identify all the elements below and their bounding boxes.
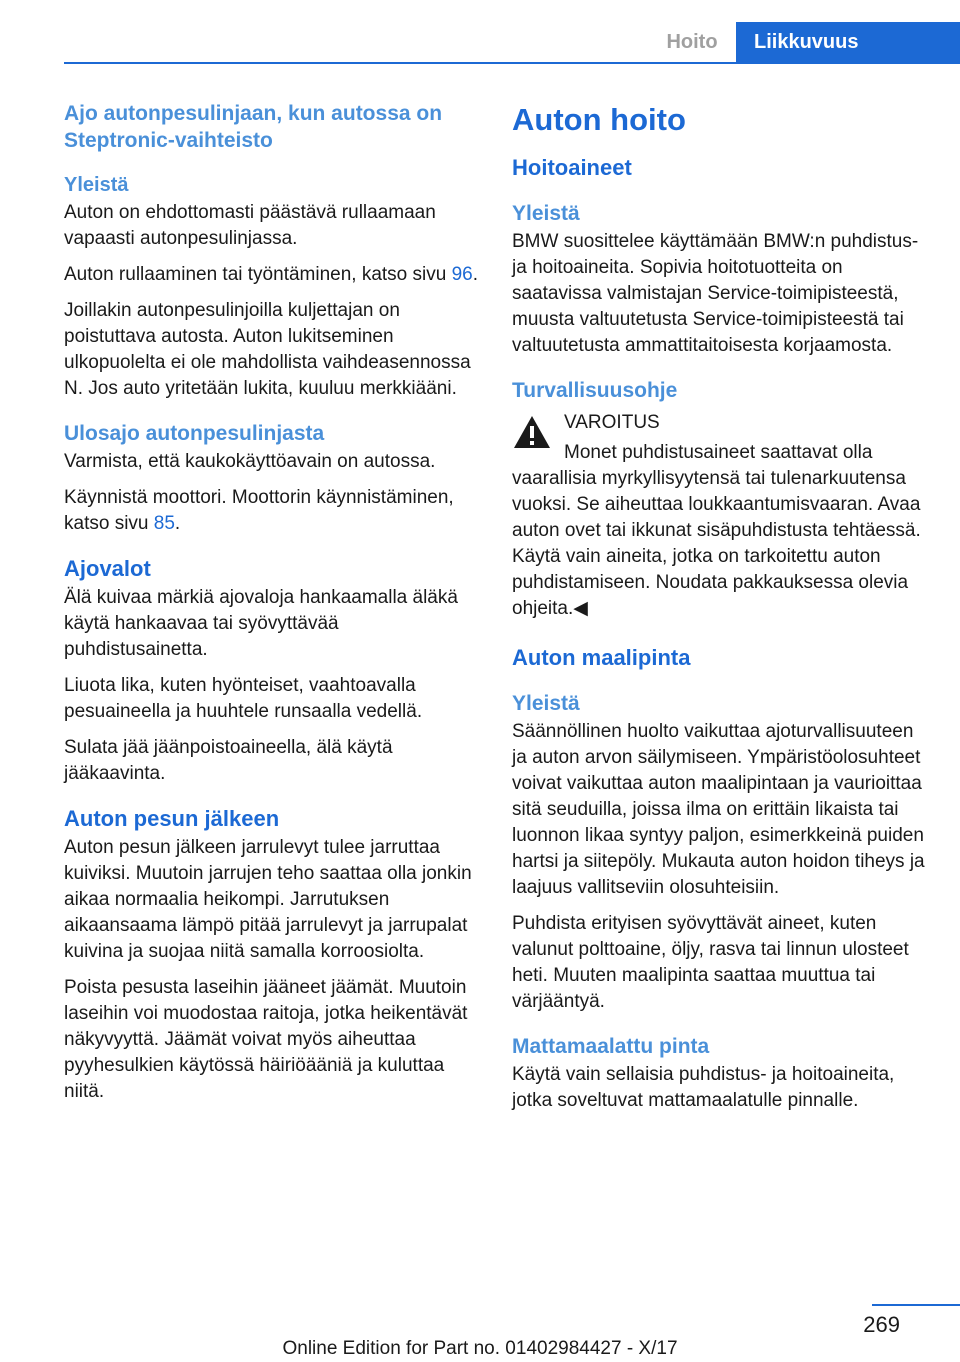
header-divider xyxy=(64,62,960,64)
subheading-safety: Turvallisuusohje xyxy=(512,379,678,402)
section-title-steptronic: Ajo autonpesulinjaan, kun autossa on Steptronic-vaihteisto xyxy=(64,102,443,152)
paragraph-with-link xyxy=(64,485,484,537)
subheading-general: Yleistä xyxy=(512,692,580,715)
section-title-exit: Ulosajo autonpesulinjasta xyxy=(64,422,325,445)
text: Auton rullaaminen tai työntäminen, katso sivu xyxy=(64,264,452,285)
left-column xyxy=(64,100,484,1115)
warning-box xyxy=(512,410,928,622)
text: . xyxy=(472,264,479,285)
page-link-85[interactable]: 85 xyxy=(153,513,175,534)
paragraph: Joillakin autonpesulinjoilla kuljettajan on poistuttava autosta. Auton lukitseminen ulkopuolelta ei ole mahdollista vaihdeasennossa N. Jos auto yritetään lukita, kuuluu merkkiääni. xyxy=(64,300,471,399)
paragraph: Puhdista erityisen syövyttävät aineet, kuten valunut polttoaine, öljy, rasva tai linnun ulosteet heti. Muuten maalipinta saattaa muuttua tai värjääntyä. xyxy=(512,913,909,1012)
paragraph: Poista pesusta laseihin jääneet jäämät. Muutoin laseihin voi muodostaa raitoja, jotka heikentävät näkyvyyttä. Jäämät voivat myös aiheuttaa pyyhesulkien käytössä häiriöääniä ja kuluttaa niitä. xyxy=(64,977,468,1102)
paragraph: Käytä vain sellaisia puhdistus- ja hoitoaineita, jotka soveltuvat mattamaalatulle pinnalle. xyxy=(512,1064,895,1111)
text: . xyxy=(174,513,181,534)
paragraph: Säännöllinen huolto vaikuttaa ajoturvallisuuteen ja auton arvon säilymiseen. Ympäristöolosuhteet voivat vaikuttaa auton maalipintaan ja vaurioittaa sitä seuduilla, joissa ilma on erittäin likaista tai luonnon likaa syntyy paljon, esimerkkeinä puiden hartsi ja siitepöly. Mukauta auton hoidon tiheys ja laajuus vallitseviin olosuhteisiin. xyxy=(512,721,925,898)
paragraph: Auton pesun jälkeen jarrulevyt tulee jarruttaa kuiviksi. Muutoin jarrujen teho saattaa olla jonkin aikaa normaalia heikompi. Jarrutuksen aikaansaama lämpö pitää jarrulevyt ja jarrupalat kuivina ja suojaa niitä samalla korroosiolta. xyxy=(64,837,472,962)
paragraph: Liuota lika, kuten hyönteiset, vaahtoavalla pesuaineella ja huuhtele runsaalla vedellä. xyxy=(64,675,423,722)
warning-triangle-icon xyxy=(512,414,552,450)
right-column xyxy=(512,100,928,1124)
page-number: 269 xyxy=(863,1312,900,1337)
edition-footer: Online Edition for Part no. 01402984427 - X/17 xyxy=(282,1338,678,1359)
section-title-after-wash: Auton pesun jälkeen xyxy=(64,806,280,831)
subheading-general: Yleistä xyxy=(512,202,580,225)
paragraph: Auton on ehdottomasti päästävä rullaamaan vapaasti autonpesulinjassa. xyxy=(64,202,436,249)
page-title: Auton hoito xyxy=(512,102,686,137)
section-title-paint: Auton maalipinta xyxy=(512,645,691,670)
paragraph: Varmista, että kaukokäyttöavain on autossa. xyxy=(64,451,436,472)
header-section-tab[interactable]: Hoito xyxy=(666,31,718,53)
footer-divider xyxy=(872,1304,960,1306)
paragraph-with-link xyxy=(64,262,484,288)
warning-text: Monet puhdistusaineet saattavat olla vaarallisia myrkyllisyytensä tai tulenarkuutensa vuoksi. Se aiheuttaa loukkaantumisvaaran. Avaa auton ovet tai ikkunat sisäpuhdistusta tehtäessä. Käytä vain aineita, jotka on tarkoitettu auton puhdistamiseen. Noudata pakkauksessa olevia ohjeita.◀ xyxy=(512,442,921,619)
paragraph: Älä kuivaa märkiä ajovaloja hankaamalla äläkä käytä hankaavaa tai syövyttävää puhdistusainetta. xyxy=(64,587,458,660)
subheading-matte: Mattamaalattu pinta xyxy=(512,1035,710,1058)
subheading-general: Yleistä xyxy=(64,174,129,196)
page-header xyxy=(0,22,960,62)
page-link-96[interactable]: 96 xyxy=(451,264,473,285)
section-title-care-products: Hoitoaineet xyxy=(512,155,632,180)
header-chapter-tab[interactable]: Liikkuvuus xyxy=(736,22,960,62)
warning-title: VAROITUS xyxy=(564,412,660,433)
section-title-headlights: Ajovalot xyxy=(64,556,151,581)
text: Käynnistä moottori. Moottorin käynnistäminen, katso sivu xyxy=(64,487,454,534)
paragraph: Sulata jää jäänpoistoaineella, älä käytä jääkaavinta. xyxy=(64,737,393,784)
paragraph: BMW suosittelee käyttämään BMW:n puhdistus- ja hoitoaineita. Sopivia hoitotuotteita on saatavissa valmistajan Service-toimipisteestä, muusta valtuutetusta Service-toimipisteestä tai valtuutetusta ammattitaitoisesta korjaamosta. xyxy=(512,231,919,356)
